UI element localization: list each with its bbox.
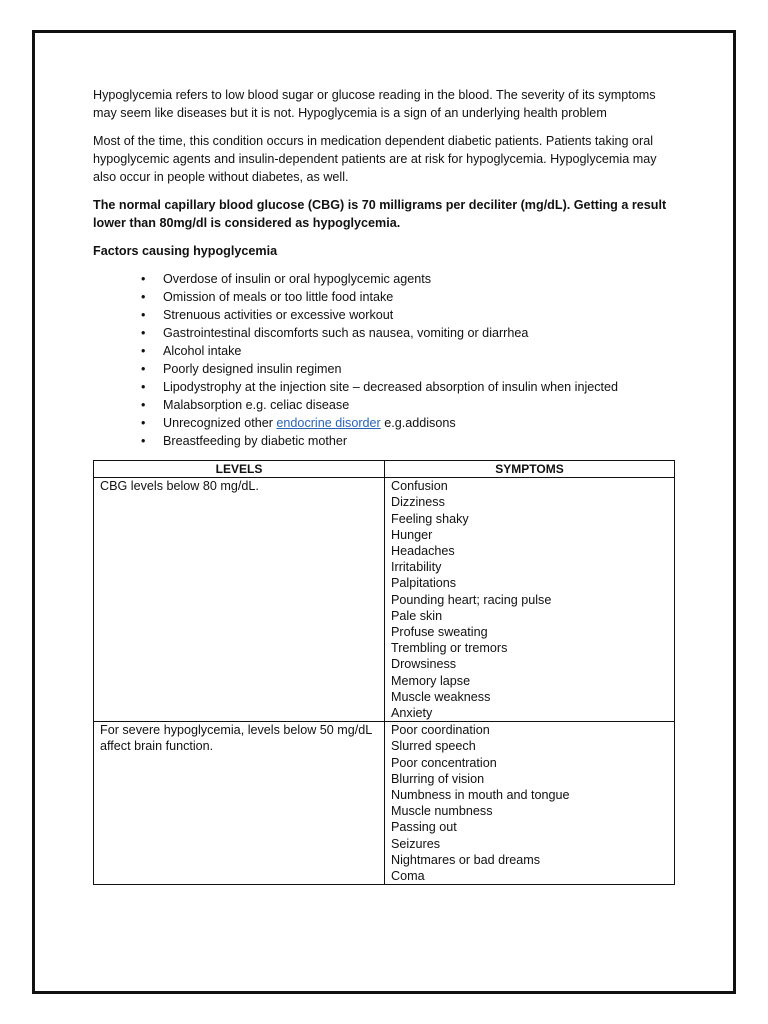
- list-item: [141, 414, 675, 432]
- symptom-item: Headaches: [391, 544, 455, 559]
- factors-heading: Factors causing hypoglycemia: [93, 244, 278, 258]
- symptom-item: Slurred speech: [391, 739, 476, 754]
- symptom-item: Numbness in mouth and tongue: [391, 788, 570, 803]
- symptom-item: Pounding heart; racing pulse: [391, 592, 552, 607]
- symptom-item: Poor concentration: [391, 755, 497, 770]
- bullet-icon: •: [141, 272, 146, 286]
- list-item: [141, 396, 675, 414]
- list-item-text-after: e.g.addisons: [380, 416, 456, 430]
- list-item: [141, 306, 675, 324]
- bullet-icon: •: [141, 344, 146, 358]
- intro-paragraph-2: Most of the time, this condition occurs in medication dependent diabetic patients. Patients taking oral hypoglycemic agents and insulin-dependent patients are at risk for hypoglycemia. Hypoglycemia may also occur in people without diabetes, as well.: [93, 134, 657, 184]
- symptom-item: Feeling shaky: [391, 511, 469, 526]
- list-item-text: Alcohol intake: [163, 344, 242, 358]
- endocrine-disorder-link[interactable]: endocrine disorder: [276, 416, 381, 430]
- factors-list: [93, 270, 675, 450]
- symptom-item: Dizziness: [391, 495, 445, 510]
- bullet-icon: •: [141, 290, 146, 304]
- table-header-row: [94, 461, 675, 478]
- symptom-item: Palpitations: [391, 576, 457, 591]
- list-item: [141, 432, 675, 450]
- symptom-item: Passing out: [391, 820, 457, 835]
- symptom-item: Pale skin: [391, 608, 443, 623]
- symptom-item: Seizures: [391, 836, 440, 851]
- symptom-item: Confusion: [391, 479, 448, 494]
- list-item: [141, 324, 675, 342]
- bullet-icon: •: [141, 398, 146, 412]
- bullet-icon: •: [141, 326, 146, 340]
- list-item-text-before: Unrecognized other: [163, 416, 277, 430]
- level-cell: CBG levels below 80 mg/dL.: [94, 478, 385, 722]
- symptom-item: Muscle numbness: [391, 804, 493, 819]
- normal-cbg-paragraph: The normal capillary blood glucose (CBG) is 70 milligrams per deciliter (mg/dL). Getting a result lower than 80mg/dl is considered as hypoglycemia.: [93, 198, 667, 230]
- symptoms-table: [93, 460, 675, 885]
- symptom-item: Blurring of vision: [391, 771, 485, 786]
- bullet-icon: •: [141, 434, 146, 448]
- symptom-item: Anxiety: [391, 706, 433, 721]
- document-content: [93, 86, 675, 885]
- intro-paragraph-1: Hypoglycemia refers to low blood sugar or glucose reading in the blood. The severity of its symptoms may seem like diseases but it is not. Hypoglycemia is a sign of an underlying health problem: [93, 88, 656, 120]
- list-item: [141, 270, 675, 288]
- levels-column-header: LEVELS: [94, 461, 385, 478]
- symptoms-cell: [385, 478, 675, 722]
- list-item-text: Overdose of insulin or oral hypoglycemic agents: [163, 272, 432, 286]
- table-row: [94, 722, 675, 885]
- symptom-item: Coma: [391, 869, 425, 884]
- symptom-item: Muscle weakness: [391, 689, 491, 704]
- symptom-item: Drowsiness: [391, 657, 457, 672]
- symptom-item: Nightmares or bad dreams: [391, 852, 541, 867]
- symptom-item: Poor coordination: [391, 723, 490, 738]
- list-item-text: Strenuous activities or excessive workout: [163, 308, 394, 322]
- bullet-icon: •: [141, 380, 146, 394]
- list-item: [141, 360, 675, 378]
- symptom-item: Irritability: [391, 560, 442, 575]
- list-item-text: Lipodystrophy at the injection site – decreased absorption of insulin when injected: [163, 380, 619, 394]
- symptom-item: Trembling or tremors: [391, 641, 508, 656]
- list-item: [141, 342, 675, 360]
- list-item: [141, 288, 675, 306]
- bullet-icon: •: [141, 362, 146, 376]
- bullet-icon: •: [141, 416, 146, 430]
- list-item-text: Breastfeeding by diabetic mother: [163, 434, 348, 448]
- list-item-text: Poorly designed insulin regimen: [163, 362, 342, 376]
- list-item: [141, 378, 675, 396]
- symptoms-cell: [385, 722, 675, 885]
- list-item-text: Gastrointestinal discomforts such as nausea, vomiting or diarrhea: [163, 326, 529, 340]
- bullet-icon: •: [141, 308, 146, 322]
- symptoms-column-header: SYMPTOMS: [385, 461, 675, 478]
- level-cell: For severe hypoglycemia, levels below 50 mg/dL affect brain function.: [94, 722, 385, 885]
- table-row: [94, 478, 675, 722]
- list-item-text: Malabsorption e.g. celiac disease: [163, 398, 350, 412]
- symptom-item: Hunger: [391, 527, 433, 542]
- symptom-item: Profuse sweating: [391, 625, 488, 640]
- symptom-item: Memory lapse: [391, 673, 471, 688]
- list-item-text: Omission of meals or too little food intake: [163, 290, 394, 304]
